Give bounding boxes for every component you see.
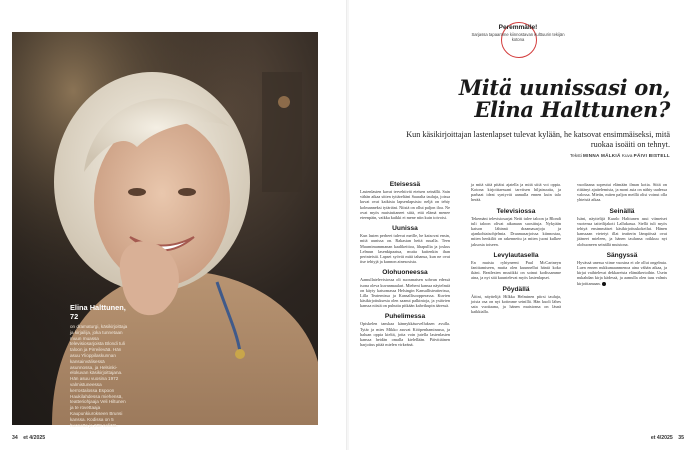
paragraph: Tekemäni televisiosarjat Neiti tulee taloon ja Blondi tuli taloon olivat aikanaan suosittuja. Nykyään katson lähinnä draamasarjoja ja ajankohtaisohjelmia. Draamasarjoissa kiinnostaa, miten henkilöt on rakennettu ja miten juoni kulkee jaksosta toiseen. xyxy=(471,215,561,247)
page-number: 34 xyxy=(12,435,18,441)
paragraph: vuodiaana sopeutui elämään ilman kotia. Siitä on riittänyt ajattelemista, ja moni asia on nähty uudessa valossa. Mietin, miten paljon meillä olisi voinut olla yhteistä aikaa. xyxy=(577,182,667,203)
article-headline xyxy=(390,77,670,121)
right-folio xyxy=(651,435,684,441)
paragraph: Aamullatelevisiossa oli suoranaisen sohvan edessä isona oleva kuvanmaalari. Mieheni kanssa näytelmiä on käyty katsomassa Helsingin Kansallisteatterissa, Lilla Teaternissa ja Kansallisoopperassa. Kuvien käsikirjoituksesta olen saanut palkintoja, ja ystävien kanssa niistä on puhuttu pitkään kahvikupin ääressä. xyxy=(360,277,450,309)
byline-text-author: MINNA MÄLKIÄ xyxy=(583,153,621,158)
subheading: Televisiossa xyxy=(496,207,536,215)
left-page xyxy=(0,0,347,450)
article-column-3 xyxy=(577,182,667,287)
caption-text: on dramaturgi, käsikirjoittaja ja kirjailija, joka tunnetaan muun muassa televisiosarjoista Blondi tuli taloon ja Pirreilevää. Hän asuu Ylioppilaskunnan kansainvälisessä asunnossa, ja Helsinki-elokuvan käsikirjoittajana. Hän asuu vuosina 1972 valmistuneessa kerrostalossa Espoon Haukilahdessa miehensä, teatteriohjaaja Veli Hiltunen ja te rovettaaja Kaupunkiurokseen Brunsi kanssa. Kodissa on 5 huonetta ja 208 neliötä. xyxy=(70,324,128,428)
paragraph: Äitini, näyttelijä Hilkka Helminen piirsi tauluja, joista osa on nyt kotimme seinillä. Hän kuoli lähes sata vuotiaana, ja hänen muistonsa on läsnä kaikkialla. xyxy=(471,293,561,315)
byline-photo-label: Kuva xyxy=(621,153,633,158)
subheading: Levylautasella xyxy=(493,251,539,259)
paragraph: Kun lasten perheet tulevat meille, he katsovat ensin, mitä uunissa on. Rakastan heitä ruualla. Teen Muumimammanan kaalikeittoa, lihapullia ja joskus Lelmun lasenkipaatua, mutta kuitenkin ihan perinteistä. Lapset syövät mitä tahansa, kun ne ovat itse tehtyjä ja kunnon ainesosista. xyxy=(360,233,450,265)
page-number: 35 xyxy=(678,435,684,441)
magazine-issue: et 4/2025 xyxy=(23,435,46,441)
portrait-illustration xyxy=(12,32,318,425)
paragraph: Lastenlasten kavat tervehtivät eteisen seinällä. Sain vähän aikaa sitten tyttäreltäni Saaralta tauluja, joissa kuvat ovat kaikista lapsenlapsista: neljä on tehty kolmanneksi tytärtäni. Niistä on ollut paljon iloa. Ne ovat myös muistuttaneet siitä, että elämä menee eteenpäin, vaikka kaikki ei mene niin kuin toivoisi. xyxy=(360,189,450,220)
caption-name: Elina Halttunen, 72 xyxy=(70,303,126,321)
subheading: Olohuoneessa xyxy=(382,269,428,277)
magazine-issue: et 4/2025 xyxy=(650,435,673,441)
paragraph: Isäni, näyttelijä Kaarlo Halttunen asui viimeiset vuotensa taiteilijakoti Lallukassa. Siellä tuli myös tehtyä ensimmäiset käsikirjoituskokeilut. Hänen kanssaan vietetyt illat teatterin lämpiössä ovat jääneet mieleen, ja hänen taulunsa roikkuu nyt olohuoneen seinällä muistona. xyxy=(577,215,667,247)
byline-text-label: Teksti xyxy=(569,153,582,158)
article-byline xyxy=(390,153,670,158)
article-lead: Kun käsikirjoittajan lastenlapset tulevat kylään, he katsovat ensimmäiseksi, mitä ruokaa isoäiti on tehnyt. xyxy=(406,130,670,149)
subheading: Uunissa xyxy=(392,225,418,233)
badge-subtitle: Sarjassa tapaamme kiinnostavan kulttuurin tekijän kotona xyxy=(471,32,565,42)
paragraph: Opiskelen tanskaa kännykkäsovelluksen avulla. Tytär ja mies Mikko asuvat Kööpenhaminassa, ja haluan oppia kieltä, jotta voin jutella lastenlasten kanssa heidän omalla kielellään. Päivittäinen harjoitus pitää mielen virkeänä. xyxy=(360,321,450,348)
series-badge xyxy=(468,24,568,42)
portrait-photo xyxy=(12,32,318,428)
paragraph: ja mitä siitä pitäisi ajatella ja mitä siitä voi oppia. Kotona kirjoittaessani tarvitsen hiljaisuutta, ja parhaat ideat syntyvät aamulla ennen kuin talo herää. xyxy=(471,182,561,203)
headline-line-2: Elina Halttunen? xyxy=(474,97,670,122)
article-column-2 xyxy=(471,182,561,315)
article-column-1 xyxy=(360,182,450,348)
photo-caption xyxy=(70,304,128,428)
badge-title: Peremmälle! xyxy=(498,24,538,31)
subheading: Eteisessä xyxy=(389,181,421,188)
byline-photo-author: PÄIVI BISTELL xyxy=(633,153,670,158)
end-mark-icon xyxy=(602,282,606,286)
paragraph xyxy=(577,260,667,286)
left-folio xyxy=(12,435,45,441)
subheading: Puhelimessa xyxy=(384,313,426,321)
subheading: Pöydällä xyxy=(502,285,530,293)
paragraph: En muista ryhtyneeni Paul McCartneyn fanittamiseen, mutta olen kuunnellut häntä koko ikäni. Beatlesien musiikki on soinut kodissamme aina, ja nyt sitä kuuntelevat myös lastenlapset. xyxy=(471,259,561,281)
subheading: Seinällä xyxy=(609,207,635,215)
headline-line-1: Mitä uunissasi on, xyxy=(458,75,670,100)
paragraph-text: Hyvässä unessa viime vuosina ei ole ollut ongelmia. Luen ennen nukkumaanmenoa aina vähän aikaa, ja kirjat vaihtelevat dekkareista elämäkertoihin. Usein nukahdan kirja kädessä, ja aamulla olen taas valmis kirjoittamaan. xyxy=(577,259,667,286)
subheading: Sängyssä xyxy=(606,251,638,259)
